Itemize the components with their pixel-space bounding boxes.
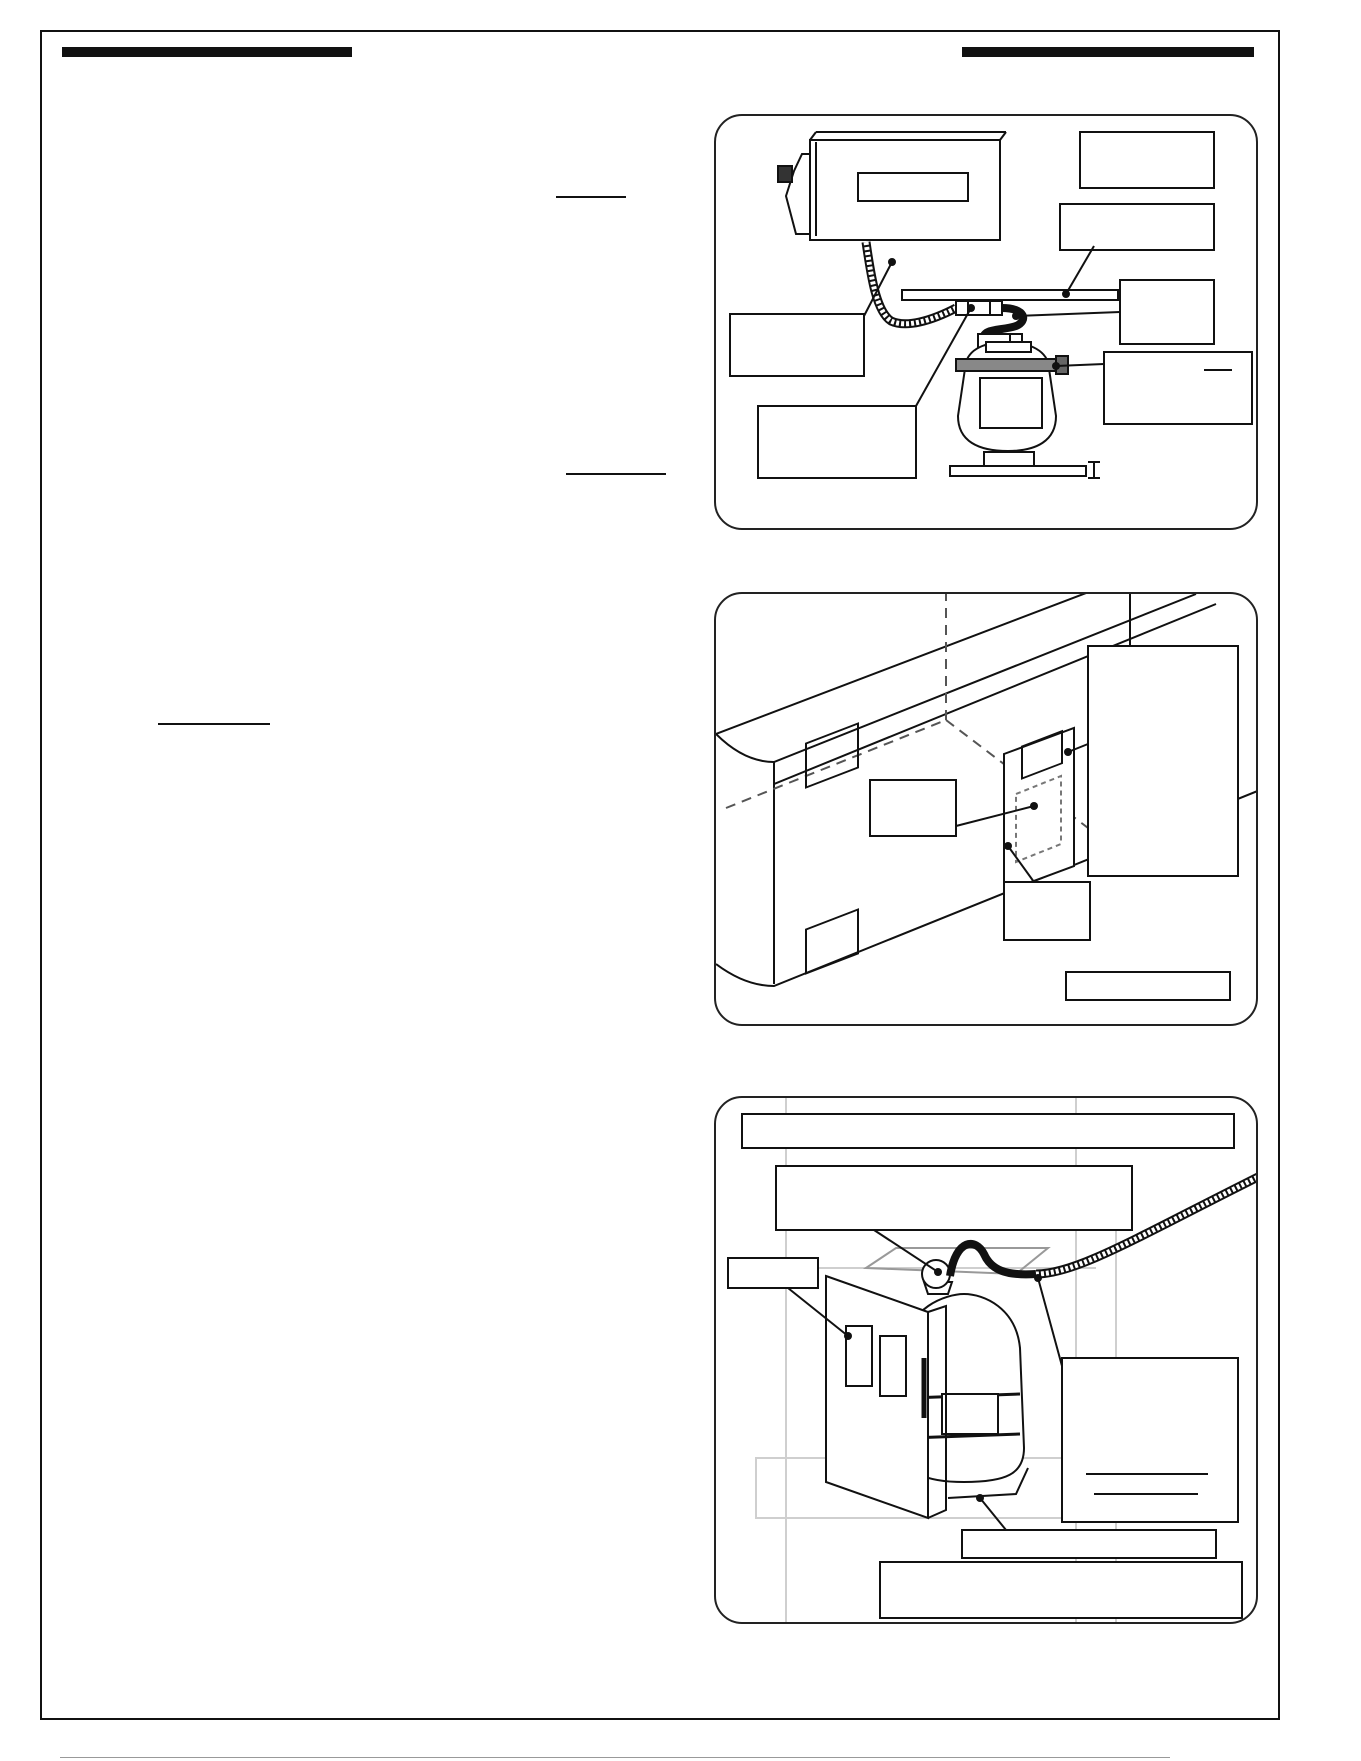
access-door xyxy=(826,1276,928,1518)
text-underline xyxy=(556,196,626,198)
tank-base xyxy=(950,466,1086,476)
tank-strap xyxy=(956,359,1060,371)
figure-tank-installed xyxy=(714,1096,1258,1624)
header-bar-left xyxy=(62,47,352,57)
burner-assembly xyxy=(778,132,1006,240)
footer-rule xyxy=(60,1757,1170,1758)
text-underline xyxy=(566,473,666,475)
flex-gas-line xyxy=(866,242,956,324)
header-bar-right xyxy=(962,47,1254,57)
figure-enclosure-access xyxy=(714,592,1258,1026)
text-underline xyxy=(158,723,270,725)
figure-tank-connection xyxy=(714,114,1258,530)
